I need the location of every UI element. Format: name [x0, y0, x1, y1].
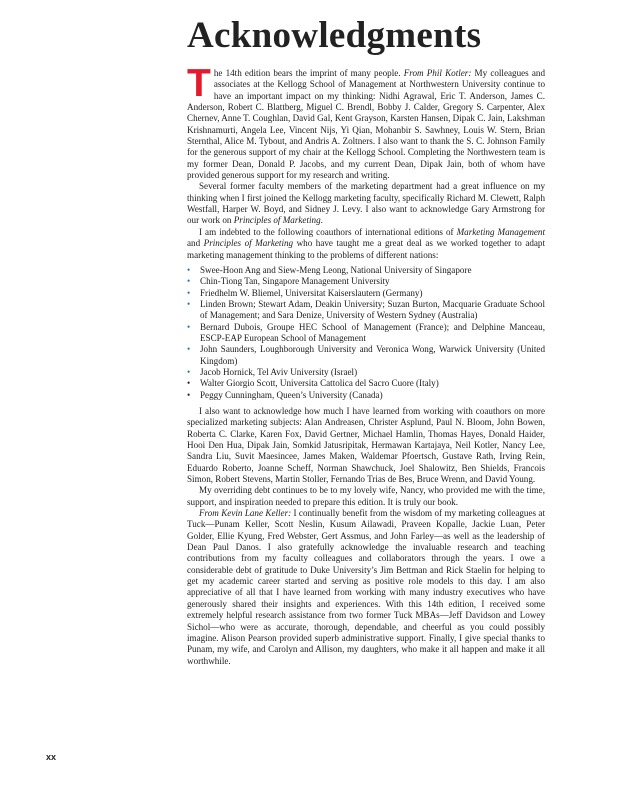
list-item-text: John Saunders, Loughborough University and Veronica Wong, Warwick University (United Kingdom): [200, 344, 545, 366]
paragraph-dedication: My overriding debt continues to be to my lovely wife, Nancy, who provided me with the time, support, and inspiration needed to prepare this edition. It is truly our book.: [187, 485, 545, 507]
book-title: Principles of Marketing: [233, 215, 321, 226]
page-number: xx: [46, 752, 57, 762]
book-title: Principles of Marketing: [203, 238, 294, 249]
list-item-text: Peggy Cunningham, Queen’s University (Canada): [200, 389, 383, 400]
list-item-text: Friedhelm W. Bliemel, Universitat Kaiserslautern (Germany): [200, 287, 423, 298]
paragraph-text: and: [187, 238, 204, 249]
bullet-icon: •: [187, 344, 191, 355]
paragraph-end: who have taught me a great deal as we worked together to adapt marketing management thinking to the problems of different nations:: [187, 238, 546, 260]
paragraph-end: .: [320, 215, 323, 226]
bullet-icon: •: [187, 378, 191, 389]
paragraph-text: I continually benefit from the wisdom of my marketing colleagues at Tuck—Punam Keller, Scott Neslin, Kusum Ailawadi, Praveen Kopalle, Jackie Luan, Peter Golder, Ellie Kyung, Fred Webster, Gert Assmus, and John Farley—as well as the leadership of Dean Paul Danos. I also gratefully acknowledge the invaluable research and teaching contributions from my faculty colleagues and collaborators through the years. I owe a considerable debt of gratitude to Duke University’s Jim Bettman and Rick Staelin for helping to get my academic career started and serving as positive role models to this day. I am also appreciative of all that I have learned from working with many industry executives who have generously shared their insights and experiences. With this 14th edition, I received some extremely helpful research assistance from two former Tuck MBAs—Jeff Davidson and Lowey Sichol—who were as accurate, thorough, dependable, and cheerful as you could possibly imagine. Alison Pearson provided superb administrative support. Finally, I give special thanks to Punam, my wife, and Carolyn and Allison, my daughters, who make it all happen and make it all worthwhile.: [187, 508, 545, 666]
bullet-icon: •: [187, 298, 191, 309]
bullet-icon: •: [187, 287, 191, 298]
list-item: [187, 276, 545, 287]
paragraph-lead: he 14th edition bears the imprint of many people.: [213, 68, 404, 78]
bullet-icon: •: [187, 276, 191, 287]
acknowledgments-body: [187, 62, 546, 667]
paragraph-international-coauthors: [187, 227, 545, 261]
list-item-text: Chin-Tiong Tan, Singapore Management University: [200, 276, 390, 287]
author-attribution: From Kevin Lane Keller:: [199, 508, 292, 519]
paragraph-specialized-coauthors: I also want to acknowledge how much I have learned from working with coauthors on more specialized marketing subjects: Alan Andreasen, Christer Asplund, Paul N. Bloom, John Bowen, Roberta C. Clarke, Karen Fox, David Gertner, Michael Hamlin, Thomas Hayes, Donald Haider, Hooi Den Hua, Dipak Jain, Somkid Jatusripitak, Hermawan Kartajaya, Neil Kotler, Nancy Lee, Sandra Liu, Suvit Maesincee, James Maken, Waldemar Pfoertsch, Gustave Rath, Irving Rein, Eduardo Roberto, Joanne Scheff, Norman Shawchuck, Joel Shalowitz, Ben Shields, Francois Simon, Robert Stevens, Martin Stoller, Fernando Trias de Bes, Bruce Wrenn, and David Young.: [187, 405, 545, 485]
list-item: [187, 367, 545, 378]
paragraph-text: My colleagues and associates at the Kellogg School of Management at Northwestern University continue to have an important impact on my thinking: Nidhi Agrawal, Eric T. Anderson, James C. Anderson, Robert C. Blattberg, Miguel C. Brendl, Bobby J. Calder, Gregory S. Carpenter, Alex Chernev, Anne T. Coughlan, David Gal, Kent Grayson, Karsten Hansen, Dipak C. Jain, Lakshman Krishnamurti, Angela Lee, Vincent Nijs, Yi Qian, Mohanbir S. Sawhney, Louis W. Stern, Brian Sternthal, Alice M. Tybout, and Andris A. Zoltners. I also want to thank the S. C. Johnson Family for the generous support of my chair at the Kellogg School. Completing the Northwestern team is my former Dean, Donald P. Jacobs, and my current Dean, Dipak Jain, both of whom have provided generous support for my research and writing.: [187, 68, 546, 181]
coauthor-list: [187, 265, 545, 401]
paragraph-keller: [187, 508, 545, 667]
paragraph-former-faculty: [187, 181, 545, 226]
drop-cap: T: [187, 62, 211, 105]
bullet-icon: •: [187, 389, 191, 400]
list-item-text: Bernard Dubois, Groupe HEC School of Management (France); and Delphine Manceau, ESCP-EAP European School of Management: [200, 321, 545, 343]
list-item-text: Swee-Hoon Ang and Siew-Meng Leong, National University of Singapore: [200, 264, 472, 275]
list-item: [187, 344, 545, 367]
book-title: Marketing Management: [456, 226, 545, 237]
list-item: [187, 322, 545, 345]
paragraph-kotler-intro: [187, 62, 546, 181]
list-item-text: Linden Brown; Stewart Adam, Deakin University; Suzan Burton, Macquarie Graduate School of Management; and Sara Denize, University of Western Sydney (Australia): [200, 298, 545, 321]
list-item-text: Walter Giorgio Scott, Universita Cattolica del Sacro Cuore (Italy): [200, 378, 439, 389]
list-item: [187, 288, 545, 299]
bullet-icon: •: [187, 366, 191, 377]
list-item: [187, 378, 545, 389]
author-attribution: From Phil Kotler:: [403, 68, 472, 78]
paragraph-text: I am indebted to the following coauthors of international editions of: [199, 226, 457, 237]
list-item-text: Jacob Hornick, Tel Aviv University (Israel): [200, 366, 358, 377]
bullet-icon: •: [187, 321, 191, 332]
paragraph-text: Several former faculty members of the marketing department had a great influence on my thinking when I first joined the Kellogg marketing faculty, specifically Richard M. Clewett, Ralph Westfall, Harper W. Boyd, and Sidney J. Levy. I also want to acknowledge Gary Armstrong for our work on: [187, 181, 545, 226]
bullet-icon: •: [187, 264, 191, 275]
list-item: [187, 390, 545, 401]
list-item: [187, 265, 545, 276]
list-item: [187, 299, 545, 322]
page-title: Acknowledgments: [187, 15, 482, 56]
